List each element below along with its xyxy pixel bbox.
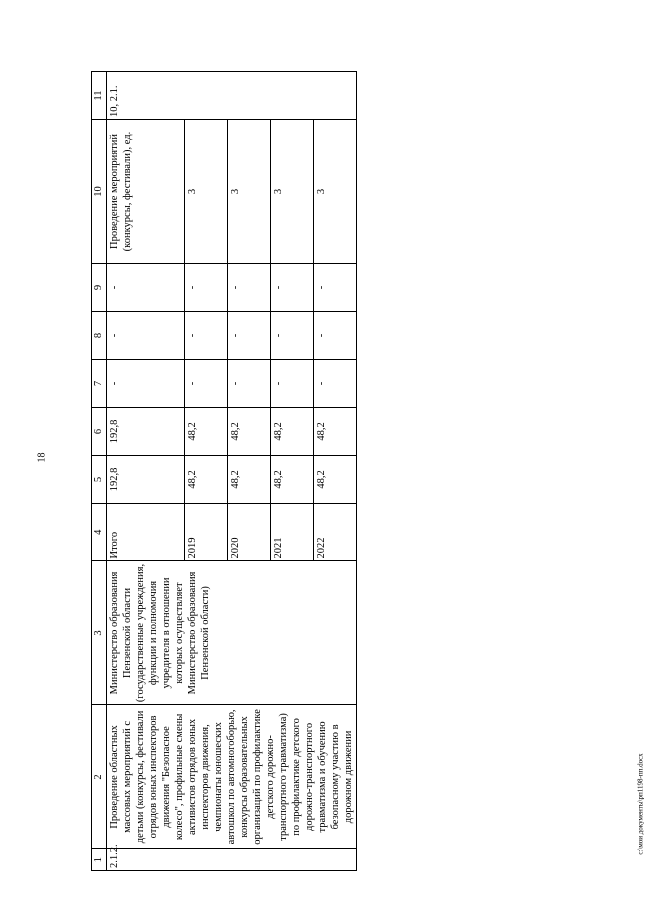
federal-funding-cell: -	[270, 359, 313, 407]
table-row	[107, 72, 185, 871]
footer-file-path: c:\мои документы\рп1198-пп.docx	[636, 753, 645, 855]
local-funding-cell: -	[313, 311, 356, 359]
year-cell: 2022	[313, 503, 356, 561]
rotated-table-wrapper	[91, 71, 577, 871]
indicator-cell: Проведение мероприятий (конкурсы, фестивали), ед.	[107, 120, 185, 264]
header-row	[92, 72, 107, 871]
indicator-value-cell: 3	[270, 120, 313, 264]
other-funding-cell: -	[313, 264, 356, 312]
total-funding-cell: 48,2	[184, 455, 227, 503]
year-cell: 2019	[184, 503, 227, 561]
link-cell: 10, 2.1.	[107, 72, 357, 120]
col-header-4: 4	[92, 503, 107, 561]
local-funding-cell: -	[107, 311, 185, 359]
indicator-value-cell: 3	[313, 120, 356, 264]
regional-funding-cell: 48,2	[227, 407, 270, 455]
local-funding-cell: -	[270, 311, 313, 359]
total-funding-cell: 192,8	[107, 455, 185, 503]
total-funding-cell: 48,2	[270, 455, 313, 503]
total-funding-cell: 48,2	[313, 455, 356, 503]
row-number: 2.1.2.	[107, 849, 357, 871]
col-header-3: 3	[92, 561, 107, 705]
col-header-8: 8	[92, 311, 107, 359]
col-header-11: 11	[92, 72, 107, 120]
indicator-value-cell: 3	[184, 120, 227, 264]
regional-funding-cell: 48,2	[184, 407, 227, 455]
program-table	[91, 71, 357, 871]
year-cell: 2020	[227, 503, 270, 561]
regional-funding-cell: 192,8	[107, 407, 185, 455]
federal-funding-cell: -	[107, 359, 185, 407]
col-header-9: 9	[92, 264, 107, 312]
col-header-2: 2	[92, 705, 107, 849]
col-header-1: 1	[92, 849, 107, 871]
col-header-6: 6	[92, 407, 107, 455]
other-funding-cell: -	[107, 264, 185, 312]
page-number: 18	[36, 452, 48, 463]
local-funding-cell: -	[184, 311, 227, 359]
year-cell: 2021	[270, 503, 313, 561]
other-funding-cell: -	[270, 264, 313, 312]
indicator-value-cell: 3	[227, 120, 270, 264]
regional-funding-cell: 48,2	[313, 407, 356, 455]
federal-funding-cell: -	[313, 359, 356, 407]
year-cell: Итого	[107, 503, 185, 561]
event-description: Проведение областных массовых мероприятий с детьми (конкурсы, фестивали отрядов юных инспекторов движения "Безопасное колесо", профильные смены активистов отрядов юных инспекторов движения, чемпионаты юношеских автошкол по автомногоборью, конкурсы образовательных организаций по профилактике детского дорожно-транспортного травматизма) по профилактике детского дорожно-транспортного травматизма и обучению безопасному участию в дорожном движении	[107, 705, 357, 849]
other-funding-cell: -	[184, 264, 227, 312]
federal-funding-cell: -	[227, 359, 270, 407]
executor-cell: Министерство образования Пензенской области (государственные учреждения, функции и полномочия учредителя в отношении которых осуществляет Министерство образования Пензенской области)	[107, 561, 357, 705]
total-funding-cell: 48,2	[227, 455, 270, 503]
col-header-10: 10	[92, 120, 107, 264]
regional-funding-cell: 48,2	[270, 407, 313, 455]
col-header-7: 7	[92, 359, 107, 407]
local-funding-cell: -	[227, 311, 270, 359]
col-header-5: 5	[92, 455, 107, 503]
other-funding-cell: -	[227, 264, 270, 312]
federal-funding-cell: -	[184, 359, 227, 407]
